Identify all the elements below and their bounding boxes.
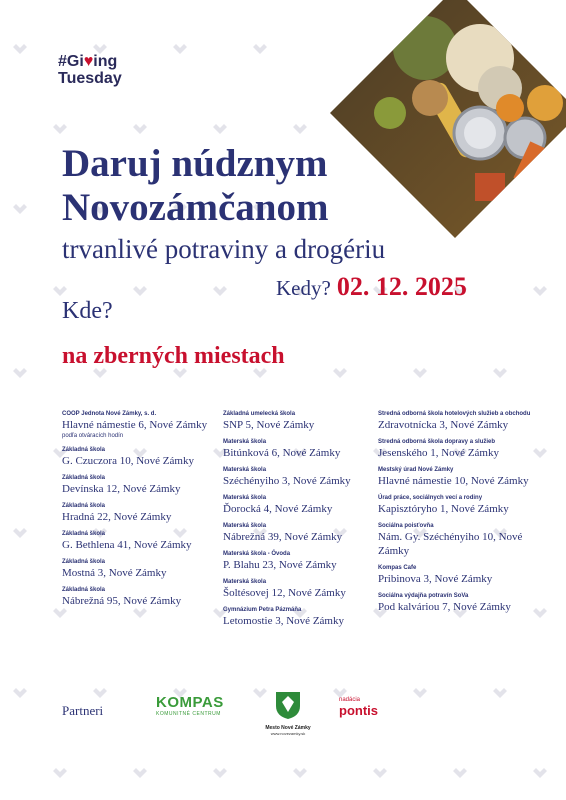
location-name: Základná škola	[62, 503, 106, 509]
heart-pattern-icon	[413, 368, 427, 378]
heart-pattern-icon	[133, 124, 147, 134]
mesto-subtitle: www.novezamky.sk	[270, 731, 306, 736]
location-address: Zdravotnícka 3, Nové Zámky	[378, 419, 509, 431]
location-item	[378, 466, 536, 488]
heart-pattern-icon	[493, 688, 507, 698]
pontis-prefix: nadácia	[339, 697, 361, 703]
locations-column-1	[62, 410, 242, 614]
heart-pattern-icon	[53, 768, 67, 778]
location-address: P. Blahu 23, Nové Zámky	[223, 559, 337, 571]
location-item	[223, 606, 403, 628]
location-address: Pribinova 3, Nové Zámky	[378, 573, 493, 585]
location-name: Stredná odborná škola dopravy a služieb	[378, 439, 496, 445]
location-address: Devínska 12, Nové Zámky	[62, 483, 181, 495]
location-address: Kapisztóryho 1, Nové Zámky	[378, 503, 509, 515]
kompas-name: KOMPAS	[156, 694, 224, 711]
location-item	[223, 494, 403, 516]
heart-pattern-icon	[213, 124, 227, 134]
location-address: Nábrežná 39, Nové Zámky	[223, 531, 343, 543]
heart-pattern-icon	[253, 44, 267, 54]
heart-pattern-icon	[133, 286, 147, 296]
location-name: Materská škola	[223, 579, 267, 585]
location-name: Sociálna výdajňa potravín SoVa	[378, 593, 469, 599]
heart-pattern-icon	[293, 768, 307, 778]
heart-icon: ♥	[83, 53, 94, 70]
location-item	[378, 438, 536, 460]
location-name: Kompas Cafe	[378, 565, 417, 571]
location-item	[223, 550, 403, 572]
heart-pattern-icon	[533, 286, 547, 296]
location-value: na zberných miestach	[62, 343, 285, 369]
heart-pattern-icon	[53, 124, 67, 134]
location-address: Letomostie 3, Nové Zámky	[223, 615, 344, 627]
mesto-name: Mesto Nové Zámky	[265, 725, 311, 731]
heart-pattern-icon	[173, 44, 187, 54]
location-address: Hradná 22, Nové Zámky	[62, 511, 172, 523]
partners-label: Partneri	[62, 703, 104, 718]
heart-pattern-icon	[293, 124, 307, 134]
location-address: Bitúnková 6, Nové Zámky	[223, 447, 341, 459]
location-address: G. Czuczora 10, Nové Zámky	[62, 455, 194, 467]
date-row	[276, 272, 467, 302]
food-photo	[330, 0, 566, 238]
heart-pattern-icon	[13, 688, 27, 698]
heart-pattern-icon	[93, 688, 107, 698]
headline-line2: Novozámčanom	[62, 186, 329, 229]
location-item	[62, 530, 242, 552]
location-item	[223, 522, 403, 544]
location-address: Hlavné námestie 6, Nové Zámky	[62, 419, 208, 431]
heart-pattern-icon	[373, 768, 387, 778]
location-address: Jesenského 1, Nové Zámky	[378, 447, 499, 459]
subtitle: trvanlivé potraviny a drogériu	[62, 234, 386, 264]
location-name: Základná škola	[62, 531, 106, 537]
location-address: Nábrežná 95, Nové Zámky	[62, 595, 182, 607]
heart-pattern-icon	[493, 368, 507, 378]
location-item	[62, 446, 242, 468]
pontis-logo	[339, 697, 379, 718]
headline-line1: Daruj núdznym	[62, 142, 328, 185]
location-name: Materská škola	[223, 467, 267, 473]
location-item	[378, 410, 536, 432]
pontis-name: pontis	[339, 703, 378, 718]
location-item	[378, 592, 536, 614]
heart-pattern-icon	[453, 768, 467, 778]
date-value: 02. 12. 2025	[336, 272, 467, 301]
date-label: Kedy?	[276, 276, 331, 300]
location-name: Stredná odborná škola hotelových služieb a obchodu	[378, 411, 531, 417]
heart-pattern-icon	[133, 768, 147, 778]
heart-pattern-icon	[333, 368, 347, 378]
location-name: Mestský úrad Nové Zámky	[378, 467, 454, 473]
location-address: Hlavné námestie 10, Nové Zámky	[378, 475, 529, 487]
location-address: Mostná 3, Nové Zámky	[62, 567, 167, 579]
headline	[62, 142, 328, 230]
logo-text-part2: ing	[93, 53, 118, 70]
heart-pattern-icon	[13, 44, 27, 54]
location-address: Széchényiho 3, Nové Zámky	[223, 475, 351, 487]
location-name: COOP Jednota Nové Zámky, s. d.	[62, 411, 157, 417]
heart-pattern-icon	[13, 204, 27, 214]
location-name: Sociálna poisťovňa	[378, 523, 434, 529]
location-item	[62, 586, 242, 608]
location-name: Základná škola	[62, 447, 106, 453]
heart-pattern-icon	[13, 528, 27, 538]
logo-text-line2: Tuesday	[58, 70, 122, 87]
heart-pattern-icon	[413, 688, 427, 698]
location-address: Šoltésovej 12, Nové Zámky	[223, 587, 346, 599]
location-name: Materská škola	[223, 523, 267, 529]
location-name: Materská škola - Óvoda	[223, 551, 291, 557]
location-name: Úrad práce, sociálnych vecí a rodiny	[378, 495, 483, 501]
kompas-subtitle: KOMUNITNÉ CENTRUM	[156, 711, 221, 717]
location-name: Základná škola	[62, 475, 106, 481]
location-name: Základná škola	[62, 559, 106, 565]
location-item	[223, 410, 403, 432]
location-address: G. Bethlena 41, Nové Zámky	[62, 539, 192, 551]
location-address: SNP 5, Nové Zámky	[223, 419, 315, 431]
location-note: podľa otváracích hodín	[62, 433, 124, 439]
location-item	[62, 474, 242, 496]
location-address: Nám. Gy. Széchényiho 10, Nové Zámky	[378, 531, 523, 557]
location-name: Materská škola	[223, 495, 267, 501]
locations-column-2	[223, 410, 403, 634]
location-name: Gymnázium Petra Pázmáňa	[223, 607, 302, 613]
location-item	[223, 578, 403, 600]
locations-column-3	[378, 410, 536, 620]
kompas-logo	[156, 694, 240, 717]
mesto-logo	[263, 690, 313, 736]
location-item	[62, 558, 242, 580]
heart-pattern-icon	[213, 768, 227, 778]
location-name: Základná umelecká škola	[223, 411, 296, 417]
logo-text-part1: #Gi	[58, 53, 84, 70]
location-item	[378, 564, 536, 586]
city-crest-icon	[274, 690, 302, 720]
location-label: Kde?	[62, 298, 113, 324]
heart-pattern-icon	[53, 286, 67, 296]
heart-pattern-icon	[533, 768, 547, 778]
location-item	[62, 410, 242, 440]
heart-pattern-icon	[213, 286, 227, 296]
location-item	[223, 466, 403, 488]
giving-tuesday-logo	[58, 53, 122, 87]
location-name: Základná škola	[62, 587, 106, 593]
location-address: Pod kalváriou 7, Nové Zámky	[378, 601, 511, 613]
location-item	[378, 522, 536, 558]
location-item	[62, 502, 242, 524]
location-item	[378, 494, 536, 516]
location-item	[223, 438, 403, 460]
location-name: Materská škola	[223, 439, 267, 445]
location-address: Ďorocká 4, Nové Zámky	[223, 503, 333, 515]
heart-pattern-icon	[13, 368, 27, 378]
